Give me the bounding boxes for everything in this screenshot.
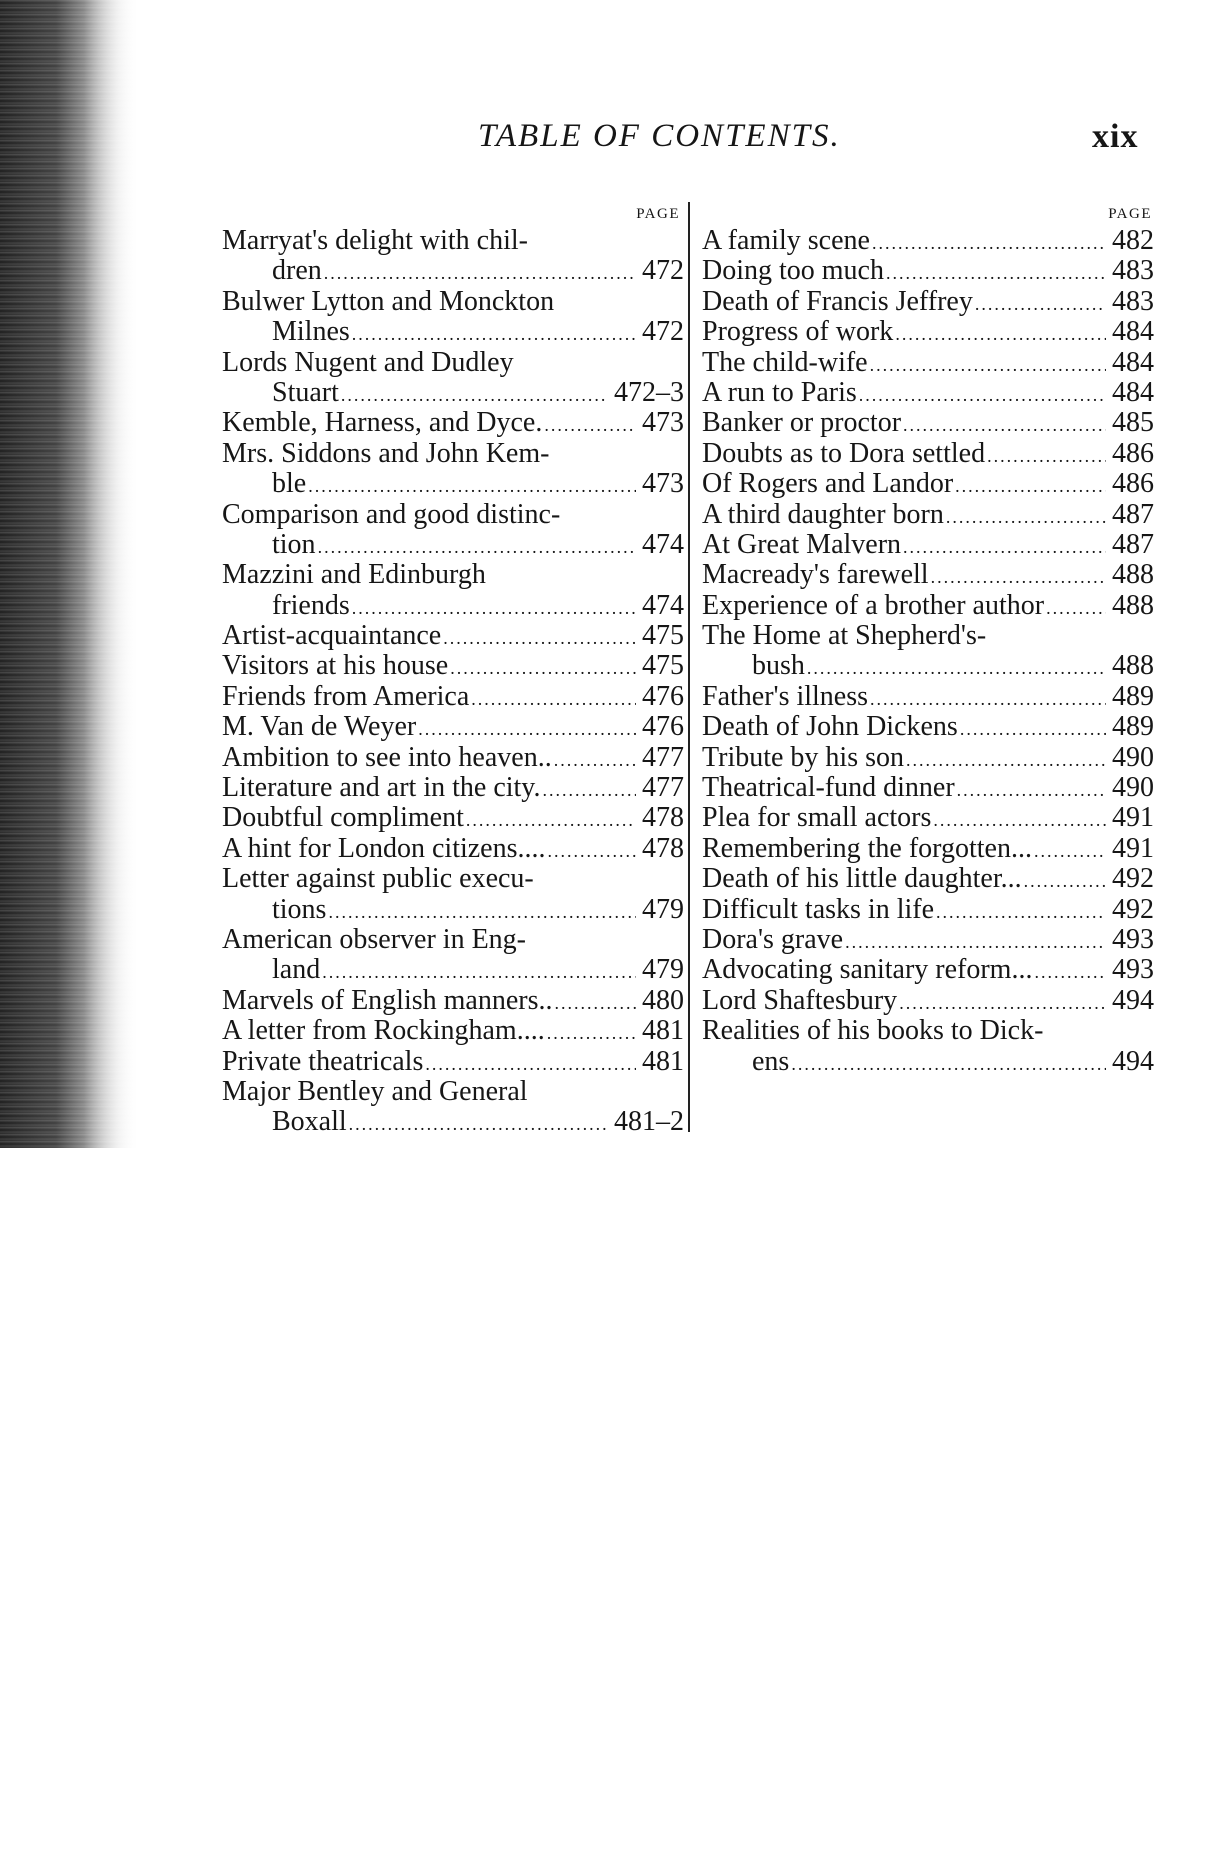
toc-page-number: 490: [1112, 772, 1154, 804]
toc-entry-text: Marryat's delight with chil-: [222, 225, 528, 256]
dot-leader: [1032, 836, 1106, 866]
column-divider: [688, 202, 690, 1132]
toc-entry-text: Kemble, Harness, and Dyce.: [222, 407, 543, 439]
toc-entry: [222, 1016, 684, 1046]
toc-entry-text: Macready's farewell: [702, 559, 929, 591]
toc-entry: [702, 986, 1154, 1016]
dot-leader: [316, 532, 636, 562]
toc-page-number: 488: [1112, 589, 1154, 621]
toc-page-number: 472: [642, 255, 684, 287]
toc-entry: [702, 317, 1154, 347]
toc-entry: [222, 287, 684, 348]
dot-leader: [904, 745, 1106, 775]
toc-entry: [222, 621, 684, 651]
toc-entry-text: Doubts as to Dora settled: [702, 437, 986, 469]
dot-leader: [868, 684, 1106, 714]
toc-entry-title: [222, 621, 684, 651]
dot-leader: [929, 562, 1106, 592]
toc-entry-title: [222, 925, 684, 955]
toc-entry: [702, 743, 1154, 773]
dot-leader: [870, 228, 1106, 258]
dot-leader: [901, 532, 1106, 562]
toc-entry-title: [222, 986, 684, 1016]
toc-page-number: 477: [642, 741, 684, 773]
toc-page-number: 474: [642, 528, 684, 560]
toc-entry-title: [222, 560, 684, 590]
toc-entry-text: ble: [272, 468, 307, 500]
toc-entry-text: Private theatricals: [222, 1045, 424, 1077]
toc-entry-text: Doubtful compliment: [222, 802, 464, 834]
toc-entry-text: Death of Francis Jeffrey: [702, 285, 973, 317]
toc-page-number: 472–3: [614, 376, 684, 408]
toc-page-number: 484: [1112, 316, 1154, 348]
toc-entry: [222, 348, 684, 409]
toc-entry-text: Death of John Dickens: [702, 711, 958, 743]
toc-entry-title: [222, 1077, 684, 1107]
toc-entry-title: [702, 287, 1154, 317]
toc-page-number: 483: [1112, 255, 1154, 287]
toc-entry-title: [222, 651, 684, 681]
toc-entry-title: [702, 439, 1154, 469]
toc-entry-text: Death of his little daughter...: [702, 863, 1022, 895]
toc-entry: [702, 287, 1154, 317]
toc-entry-continuation: [222, 955, 684, 985]
toc-page-number: 485: [1112, 407, 1154, 439]
toc-page-number: 492: [1112, 893, 1154, 925]
toc-entry-text: ens: [752, 1045, 790, 1077]
toc-entry-title: [222, 348, 684, 378]
toc-entry-title: [222, 864, 684, 894]
dot-leader: [901, 410, 1106, 440]
toc-entry-continuation: [222, 317, 684, 347]
toc-entry: [222, 773, 684, 803]
toc-entry-text: Letter against public execu-: [222, 863, 534, 895]
dot-leader: [469, 684, 636, 714]
toc-entry-title: [702, 895, 1154, 925]
toc-entry: [222, 925, 684, 986]
toc-page-number: 472: [642, 316, 684, 348]
dot-leader: [955, 775, 1106, 805]
page-number: xix: [1092, 118, 1139, 155]
toc-entry-title: [702, 408, 1154, 438]
toc-entry-title: [222, 712, 684, 742]
dot-leader: [441, 623, 636, 653]
toc-entry-text: A family scene: [702, 225, 870, 256]
toc-entry-title: [702, 256, 1154, 286]
toc-entry-text: Milnes: [272, 316, 350, 348]
toc-entry-text: Experience of a brother author: [702, 589, 1045, 621]
toc-page-number: 490: [1112, 741, 1154, 773]
toc-entry-text: At Great Malvern: [702, 528, 902, 560]
toc-entry: [702, 895, 1154, 925]
toc-entry-text: Father's illness: [702, 680, 869, 712]
toc-entry: [702, 712, 1154, 742]
toc-entry-text: Visitors at his house: [222, 650, 449, 682]
toc-entry-title: [702, 560, 1154, 590]
toc-entry-title: [222, 1016, 684, 1046]
toc-page-number: 489: [1112, 711, 1154, 743]
toc-page-number: 476: [642, 711, 684, 743]
toc-entry-title: [222, 287, 684, 317]
dot-leader: [545, 1018, 636, 1048]
toc-entry-text: Mazzini and Edinburgh: [222, 559, 486, 591]
toc-page-number: 481: [642, 1045, 684, 1077]
toc-entry-text: land: [272, 954, 321, 986]
dot-leader: [552, 745, 636, 775]
toc-entry-list: [222, 226, 684, 1138]
toc-entry-text: bush: [752, 650, 805, 682]
toc-page-number: 475: [642, 620, 684, 652]
toc-entry-text: The child-wife: [702, 346, 868, 378]
toc-entry: [702, 591, 1154, 621]
toc-entry-text: Mrs. Siddons and John Kem-: [222, 437, 550, 469]
toc-entry-continuation: [222, 469, 684, 499]
toc-entry: [222, 682, 684, 712]
toc-entry: [222, 226, 684, 287]
dot-leader: [553, 988, 637, 1018]
toc-entry-title: [702, 500, 1154, 530]
toc-entry-text: Plea for small actors: [702, 802, 932, 834]
toc-entry-text: tions: [272, 893, 327, 925]
dot-leader: [897, 988, 1106, 1018]
toc-page-number: 481–2: [614, 1106, 684, 1138]
toc-entry: [702, 1016, 1154, 1077]
toc-entry-text: A run to Paris: [702, 376, 857, 408]
page-column-label: PAGE: [636, 206, 680, 222]
toc-entry: [702, 408, 1154, 438]
toc-entry: [702, 925, 1154, 955]
toc-entry: [222, 439, 684, 500]
dot-leader: [350, 319, 636, 349]
toc-entry: [222, 712, 684, 742]
toc-entry-title: [222, 682, 684, 712]
dot-leader: [326, 897, 636, 927]
toc-entry-text: Banker or proctor: [702, 407, 902, 439]
toc-entry-title: [222, 743, 684, 773]
toc-page-number: 487: [1112, 528, 1154, 560]
toc-entry-text: Remembering the forgotten...: [702, 832, 1032, 864]
toc-entry: [702, 348, 1154, 378]
toc-entry-text: Marvels of English manners..: [222, 984, 553, 1016]
toc-entry: [702, 439, 1154, 469]
toc-entry: [222, 864, 684, 925]
toc-entry-title: [222, 1047, 684, 1077]
toc-page-number: 484: [1112, 376, 1154, 408]
dot-leader: [805, 653, 1106, 683]
toc-entry-continuation: [222, 256, 684, 286]
toc-entry-text: Comparison and good distinc-: [222, 498, 561, 530]
toc-entry: [702, 226, 1154, 256]
dot-leader: [1022, 866, 1106, 896]
toc-entry: [702, 864, 1154, 894]
dot-leader: [306, 471, 636, 501]
dot-leader: [868, 350, 1106, 380]
toc-entry: [702, 378, 1154, 408]
toc-entry: [222, 743, 684, 773]
toc-entry-title: [702, 1016, 1154, 1046]
toc-entry-text: dren: [272, 255, 322, 287]
toc-entry-title: [702, 348, 1154, 378]
toc-entry: [702, 530, 1154, 560]
toc-page-number: 473: [642, 468, 684, 500]
toc-page-number: 491: [1112, 802, 1154, 834]
dot-leader: [322, 258, 636, 288]
toc-entry-title: [222, 834, 684, 864]
toc-entry: [222, 651, 684, 681]
toc-entry-text: Dora's grave: [702, 923, 844, 955]
toc-entry-text: Realities of his books to Dick-: [702, 1015, 1044, 1047]
toc-entry-text: Difficult tasks in life: [702, 893, 934, 925]
toc-entry-text: A hint for London citizens....: [222, 832, 546, 864]
toc-page-number: 492: [1112, 863, 1154, 895]
toc-entry-continuation: [222, 591, 684, 621]
dot-leader: [416, 714, 636, 744]
toc-entry-text: Literature and art in the city.: [222, 772, 541, 804]
toc-entry: [702, 256, 1154, 286]
toc-page-number: 479: [642, 954, 684, 986]
toc-page-number: 475: [642, 650, 684, 682]
toc-entry-title: [702, 469, 1154, 499]
toc-page-number: 481: [642, 1015, 684, 1047]
toc-entry-text: A letter from Rockingham....: [222, 1015, 545, 1047]
toc-column-left: [222, 202, 684, 1138]
toc-entry-text: M. Van de Weyer: [222, 711, 417, 743]
toc-page-number: 484: [1112, 346, 1154, 378]
toc-entry: [702, 834, 1154, 864]
dot-leader: [934, 897, 1106, 927]
toc-entry-text: Stuart: [272, 376, 339, 408]
toc-entry: [702, 682, 1154, 712]
dot-leader: [1044, 593, 1106, 623]
toc-entry-text: Bulwer Lytton and Monckton: [222, 285, 555, 317]
toc-entry-title: [702, 955, 1154, 985]
toc-page-number: 493: [1112, 954, 1154, 986]
toc-entry-continuation: [222, 530, 684, 560]
toc-entry-text: Tribute by his son: [702, 741, 905, 773]
toc-entry-title: [702, 226, 1154, 256]
toc-entry: [702, 621, 1154, 682]
toc-entry-continuation: [222, 1107, 684, 1137]
dot-leader: [542, 410, 636, 440]
dot-leader: [320, 957, 636, 987]
toc-entry-text: friends: [272, 589, 350, 621]
dot-leader: [546, 836, 636, 866]
toc-page-number: 476: [642, 680, 684, 712]
toc-page-number: 482: [1112, 225, 1154, 256]
dot-leader: [423, 1049, 636, 1079]
toc-entry-text: Friends from America: [222, 680, 470, 712]
toc-entry: [702, 803, 1154, 833]
dot-leader: [953, 471, 1106, 501]
running-head: TABLE OF CONTENTS.: [478, 118, 841, 154]
dot-leader: [350, 593, 636, 623]
dot-leader: [1032, 957, 1106, 987]
toc-entry-text: Boxall: [272, 1106, 347, 1138]
toc-column-right: [702, 202, 1154, 1077]
toc-page-number: 486: [1112, 468, 1154, 500]
dot-leader: [448, 653, 636, 683]
toc-entry-text: American observer in Eng-: [222, 923, 526, 955]
dot-leader: [884, 258, 1106, 288]
toc-entry-title: [702, 378, 1154, 408]
toc-entry: [222, 1077, 684, 1138]
toc-page-number: 486: [1112, 437, 1154, 469]
toc-entry-text: A third daughter born: [702, 498, 944, 530]
toc-page-number: 487: [1112, 498, 1154, 530]
toc-entry-title: [702, 743, 1154, 773]
toc-entry-title: [702, 712, 1154, 742]
toc-page-number: 477: [642, 772, 684, 804]
toc-entry: [702, 955, 1154, 985]
toc-page-number: 493: [1112, 923, 1154, 955]
toc-entry-continuation: [222, 378, 684, 408]
dot-leader: [958, 714, 1106, 744]
toc-page-number: 488: [1112, 559, 1154, 591]
toc-entry-title: [702, 621, 1154, 651]
toc-entry: [222, 803, 684, 833]
dot-leader: [931, 805, 1106, 835]
dot-leader: [944, 502, 1106, 532]
toc-entry-list: [702, 226, 1154, 1077]
toc-entry-continuation: [222, 895, 684, 925]
toc-entry: [222, 1047, 684, 1077]
page-column-label: PAGE: [1108, 206, 1152, 222]
toc-entry-text: Artist-acquaintance: [222, 620, 442, 652]
toc-entry-text: Lord Shaftesbury: [702, 984, 898, 1016]
toc-page-number: 494: [1112, 1045, 1154, 1077]
toc-page-number: 488: [1112, 650, 1154, 682]
toc-page-number: 489: [1112, 680, 1154, 712]
toc-entry-title: [222, 773, 684, 803]
toc-entry: [222, 834, 684, 864]
toc-page-number: 479: [642, 893, 684, 925]
toc-page-number: 494: [1112, 984, 1154, 1016]
toc-entry-title: [702, 682, 1154, 712]
toc-entry-continuation: [702, 1047, 1154, 1077]
toc-page-number: 478: [642, 802, 684, 834]
toc-entry-title: [702, 834, 1154, 864]
toc-entry-title: [702, 803, 1154, 833]
toc-entry-text: Lords Nugent and Dudley: [222, 346, 514, 378]
toc-entry-text: Advocating sanitary reform...: [702, 954, 1033, 986]
toc-page-number: 480: [642, 984, 684, 1016]
dot-leader: [464, 805, 636, 835]
toc-entry-text: tion: [272, 528, 316, 560]
toc-entry: [222, 986, 684, 1016]
dot-leader: [857, 380, 1106, 410]
toc-entry: [702, 500, 1154, 530]
toc-entry-text: Ambition to see into heaven..: [222, 741, 552, 773]
dot-leader: [339, 380, 608, 410]
toc-page-number: 491: [1112, 832, 1154, 864]
toc-entry-title: [702, 986, 1154, 1016]
dot-leader: [541, 775, 637, 805]
dot-leader: [893, 319, 1106, 349]
toc-entry-text: Progress of work: [702, 316, 894, 348]
toc-entry-title: [222, 500, 684, 530]
dot-leader: [973, 289, 1106, 319]
toc-entry-title: [222, 226, 684, 256]
book-spine-shadow: [0, 0, 140, 1148]
toc-entry-text: Major Bentley and General: [222, 1075, 528, 1107]
toc-entry: [702, 469, 1154, 499]
toc-page-number: 478: [642, 832, 684, 864]
toc-entry: [222, 560, 684, 621]
dot-leader: [843, 927, 1106, 957]
toc-entry-text: The Home at Shepherd's-: [702, 620, 987, 652]
toc-page-number: 473: [642, 407, 684, 439]
toc-entry-text: Theatrical-fund dinner: [702, 772, 955, 804]
toc-entry-title: [702, 591, 1154, 621]
toc-page-number: 483: [1112, 285, 1154, 317]
toc-entry: [702, 560, 1154, 590]
toc-page-number: 474: [642, 589, 684, 621]
toc-entry-title: [222, 803, 684, 833]
toc-entry-title: [702, 925, 1154, 955]
toc-entry-title: [702, 773, 1154, 803]
dot-leader: [789, 1049, 1106, 1079]
toc-entry-title: [222, 408, 684, 438]
toc-entry-text: Of Rogers and Landor: [702, 468, 954, 500]
toc-entry: [702, 773, 1154, 803]
dot-leader: [347, 1109, 608, 1139]
toc-entry-title: [702, 317, 1154, 347]
toc-entry-title: [222, 439, 684, 469]
toc-entry-title: [702, 864, 1154, 894]
toc-entry-title: [702, 530, 1154, 560]
toc-entry: [222, 408, 684, 438]
toc-entry: [222, 500, 684, 561]
toc-entry-text: Doing too much: [702, 255, 884, 287]
toc-entry-continuation: [702, 651, 1154, 681]
dot-leader: [985, 441, 1106, 471]
